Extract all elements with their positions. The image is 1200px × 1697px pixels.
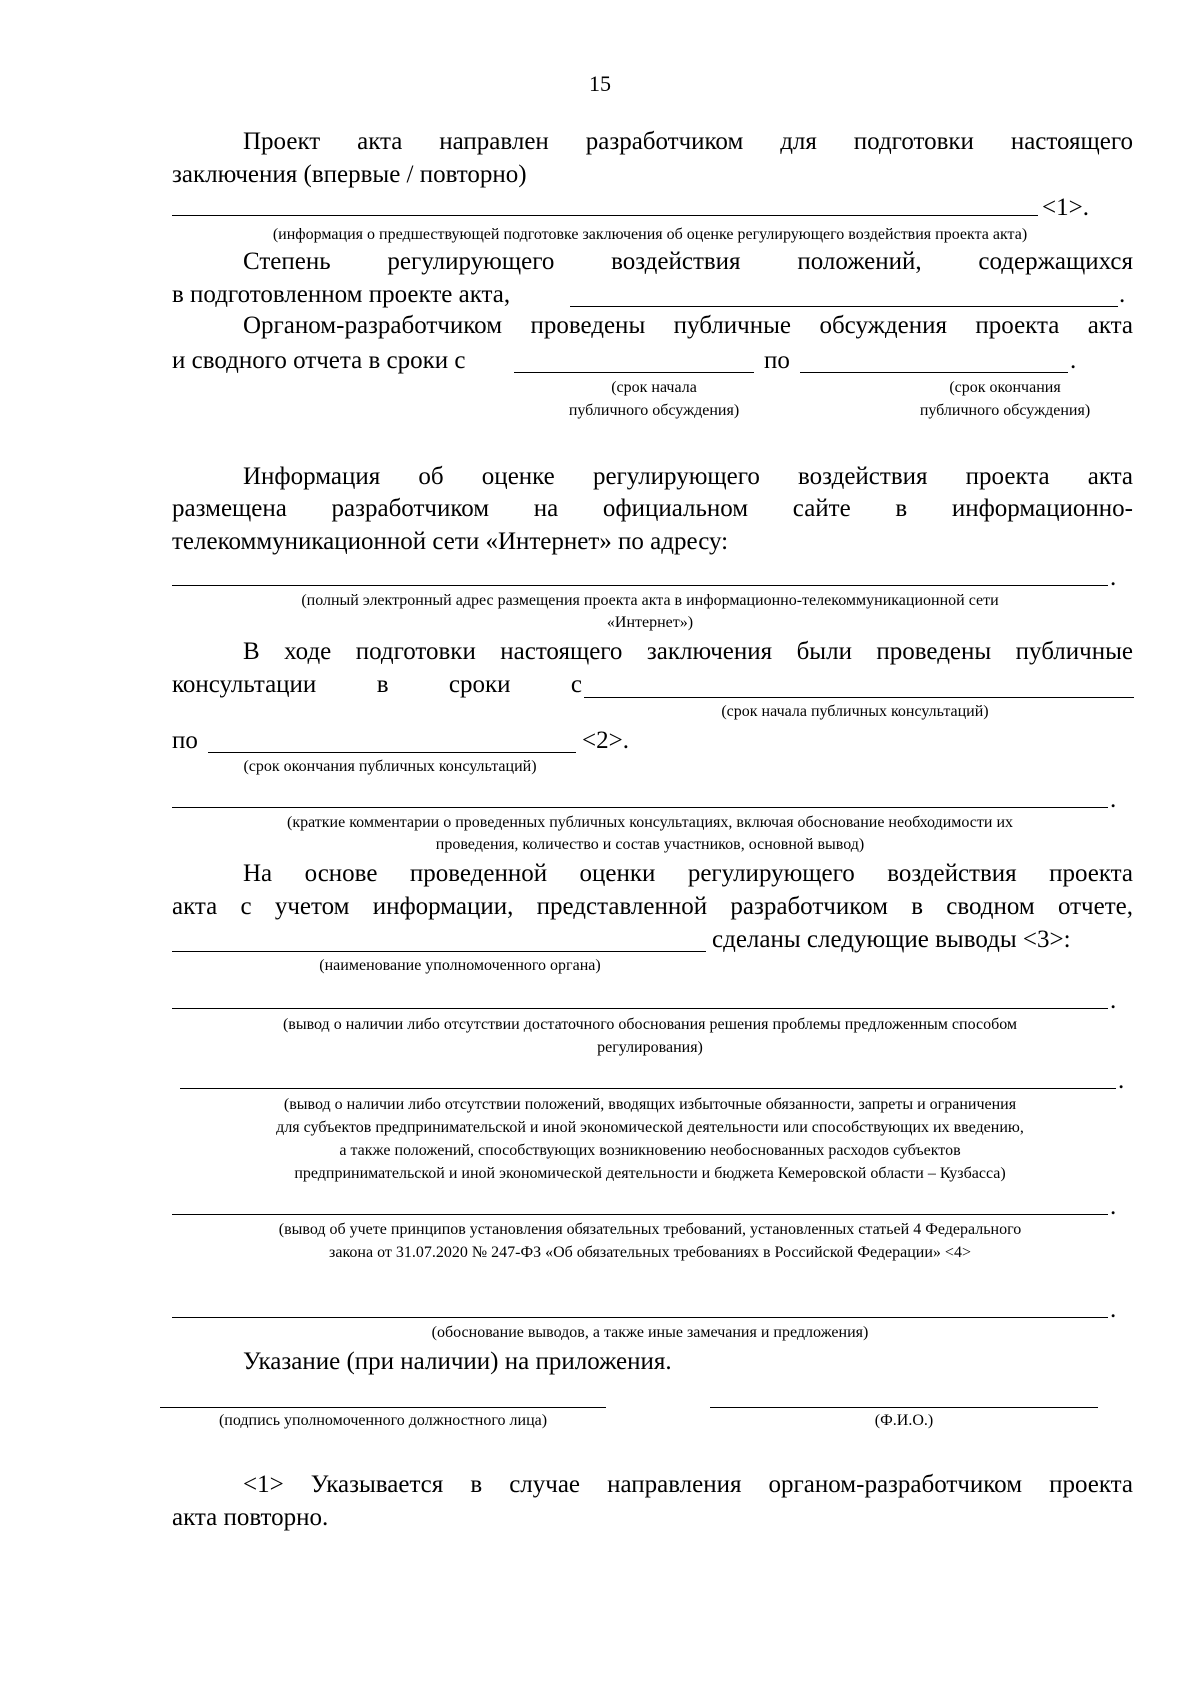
p1-line1: Проект акта направлен разработчиком для подготовки настоящего <box>243 128 1133 155</box>
c2-caption-1: (вывод о наличии либо отсутствии положений, вводящих избыточные обязанности, запреты и ограничения <box>283 1096 1017 1113</box>
c1-caption-2: регулирования) <box>597 1039 703 1056</box>
p6-line3-suffix: сделаны следующие выводы <3>: <box>712 926 1071 953</box>
p3-line2-end: . <box>1070 347 1077 374</box>
p6-line1: На основе проведенной оценки регулирующего воздействия проекта <box>243 860 1133 887</box>
p4-line2: размещена разработчиком на официальном сайте в информационно- <box>172 495 1133 522</box>
p1-line2: заключения (впервые / повторно) <box>172 161 527 188</box>
c2-end: . <box>1118 1067 1125 1094</box>
p4-caption-1: (полный электронный адрес размещения проекта акта в информационно-телекоммуникационной сети <box>301 592 999 609</box>
p2-line2-prefix: в подготовленном проекте акта, <box>172 281 511 308</box>
p3-line2-prefix: и сводного отчета в сроки с <box>172 347 466 374</box>
p5-caption-2: проведения, количество и состав участников, основной вывод) <box>435 836 865 853</box>
p1-fill-line[interactable] <box>172 215 1038 216</box>
p4-line3: телекоммуникационной сети «Интернет» по адресу: <box>172 528 729 555</box>
c1-line[interactable] <box>172 1008 1108 1009</box>
p4-line-end: . <box>1110 564 1117 591</box>
p3-cap-start-2: публичного обсуждения) <box>568 402 740 419</box>
p6-cap-organ: (наименование уполномоченного органа) <box>319 957 601 974</box>
c2-line[interactable] <box>180 1088 1116 1089</box>
p3-start-date-line[interactable] <box>514 372 754 373</box>
p2-fill-line[interactable] <box>570 306 1118 307</box>
attachments-line: Указание (при наличии) на приложения. <box>243 1348 672 1375</box>
c1-end: . <box>1110 987 1117 1014</box>
signature-line[interactable] <box>160 1407 606 1408</box>
p5-line2: консультации в сроки с <box>172 671 582 698</box>
p5-end-date-line[interactable] <box>208 752 576 753</box>
c3-line[interactable] <box>172 1214 1108 1215</box>
p5-line-end: . <box>1110 786 1117 813</box>
c2-caption-4: предпринимательской и иной экономической деятельности и бюджета Кемеровской области – Кузбасса) <box>294 1165 1006 1182</box>
p5-start-date-line[interactable] <box>584 697 1134 698</box>
p4-caption-2: «Интернет») <box>606 614 694 631</box>
name-caption: (Ф.И.О.) <box>874 1412 934 1429</box>
p2-line2-end: . <box>1119 281 1126 308</box>
p5-comments-line[interactable] <box>172 807 1108 808</box>
c3-caption-1: (вывод об учете принципов установления обязательных требований, установленных статьей 4 Федерального <box>278 1221 1022 1238</box>
p5-line1: В ходе подготовки настоящего заключения были проведены публичные <box>243 638 1133 665</box>
footnote-line1: <1> Указывается в случае направления органом-разработчиком проекта <box>243 1471 1133 1498</box>
signature-caption: (подпись уполномоченного должностного лица) <box>218 1412 548 1429</box>
p3-line1: Органом-разработчиком проведены публичные обсуждения проекта акта <box>243 312 1133 339</box>
p5-line3-prefix: по <box>172 727 198 754</box>
c3-end: . <box>1110 1193 1117 1220</box>
p6-organ-line[interactable] <box>172 951 706 952</box>
c4-line[interactable] <box>172 1317 1108 1318</box>
p4-line1: Информация об оценке регулирующего воздействия проекта акта <box>243 463 1133 490</box>
p4-url-line[interactable] <box>172 585 1108 586</box>
c4-end: . <box>1110 1296 1117 1323</box>
c3-caption-2: закона от 31.07.2020 № 247-ФЗ «Об обязательных требованиях в Российской Федерации» <4> <box>329 1244 971 1261</box>
c1-caption-1: (вывод о наличии либо отсутствии достаточного обоснования решения проблемы предложенным способом <box>282 1016 1018 1033</box>
p1-ref: <1>. <box>1042 194 1089 221</box>
p5-cap-start: (срок начала публичных консультаций) <box>721 703 989 720</box>
p5-cap-end: (срок окончания публичных консультаций) <box>243 758 537 775</box>
p5-line3-ref: <2>. <box>582 727 629 754</box>
c2-caption-2: для субъектов предпринимательской и иной экономической деятельности или способствующих их введению, <box>276 1119 1024 1136</box>
p3-line2-mid: по <box>764 347 790 374</box>
page-number: 15 <box>589 71 611 96</box>
footnote-line2: акта повторно. <box>172 1504 329 1531</box>
p5-caption-1: (краткие комментарии о проведенных публичных консультациях, включая обоснование необходимости их <box>287 814 1013 831</box>
c2-caption-3: а также положений, способствующих возникновению необоснованных расходов субъектов <box>339 1142 961 1159</box>
p3-cap-end-1: (срок окончания <box>949 379 1061 396</box>
p3-end-date-line[interactable] <box>800 372 1068 373</box>
p3-cap-end-2: публичного обсуждения) <box>919 402 1091 419</box>
p1-caption: (информация о предшествующей подготовке заключения об оценке регулирующего воздействия проекта акта) <box>272 226 1028 243</box>
c4-caption: (обоснование выводов, а также иные замечания и предложения) <box>431 1324 869 1341</box>
p3-cap-start-1: (срок начала <box>611 379 697 396</box>
p2-line1: Степень регулирующего воздействия положений, содержащихся <box>243 248 1133 275</box>
name-line[interactable] <box>710 1407 1098 1408</box>
p6-line2: акта с учетом информации, представленной разработчиком в сводном отчете, <box>172 893 1133 920</box>
